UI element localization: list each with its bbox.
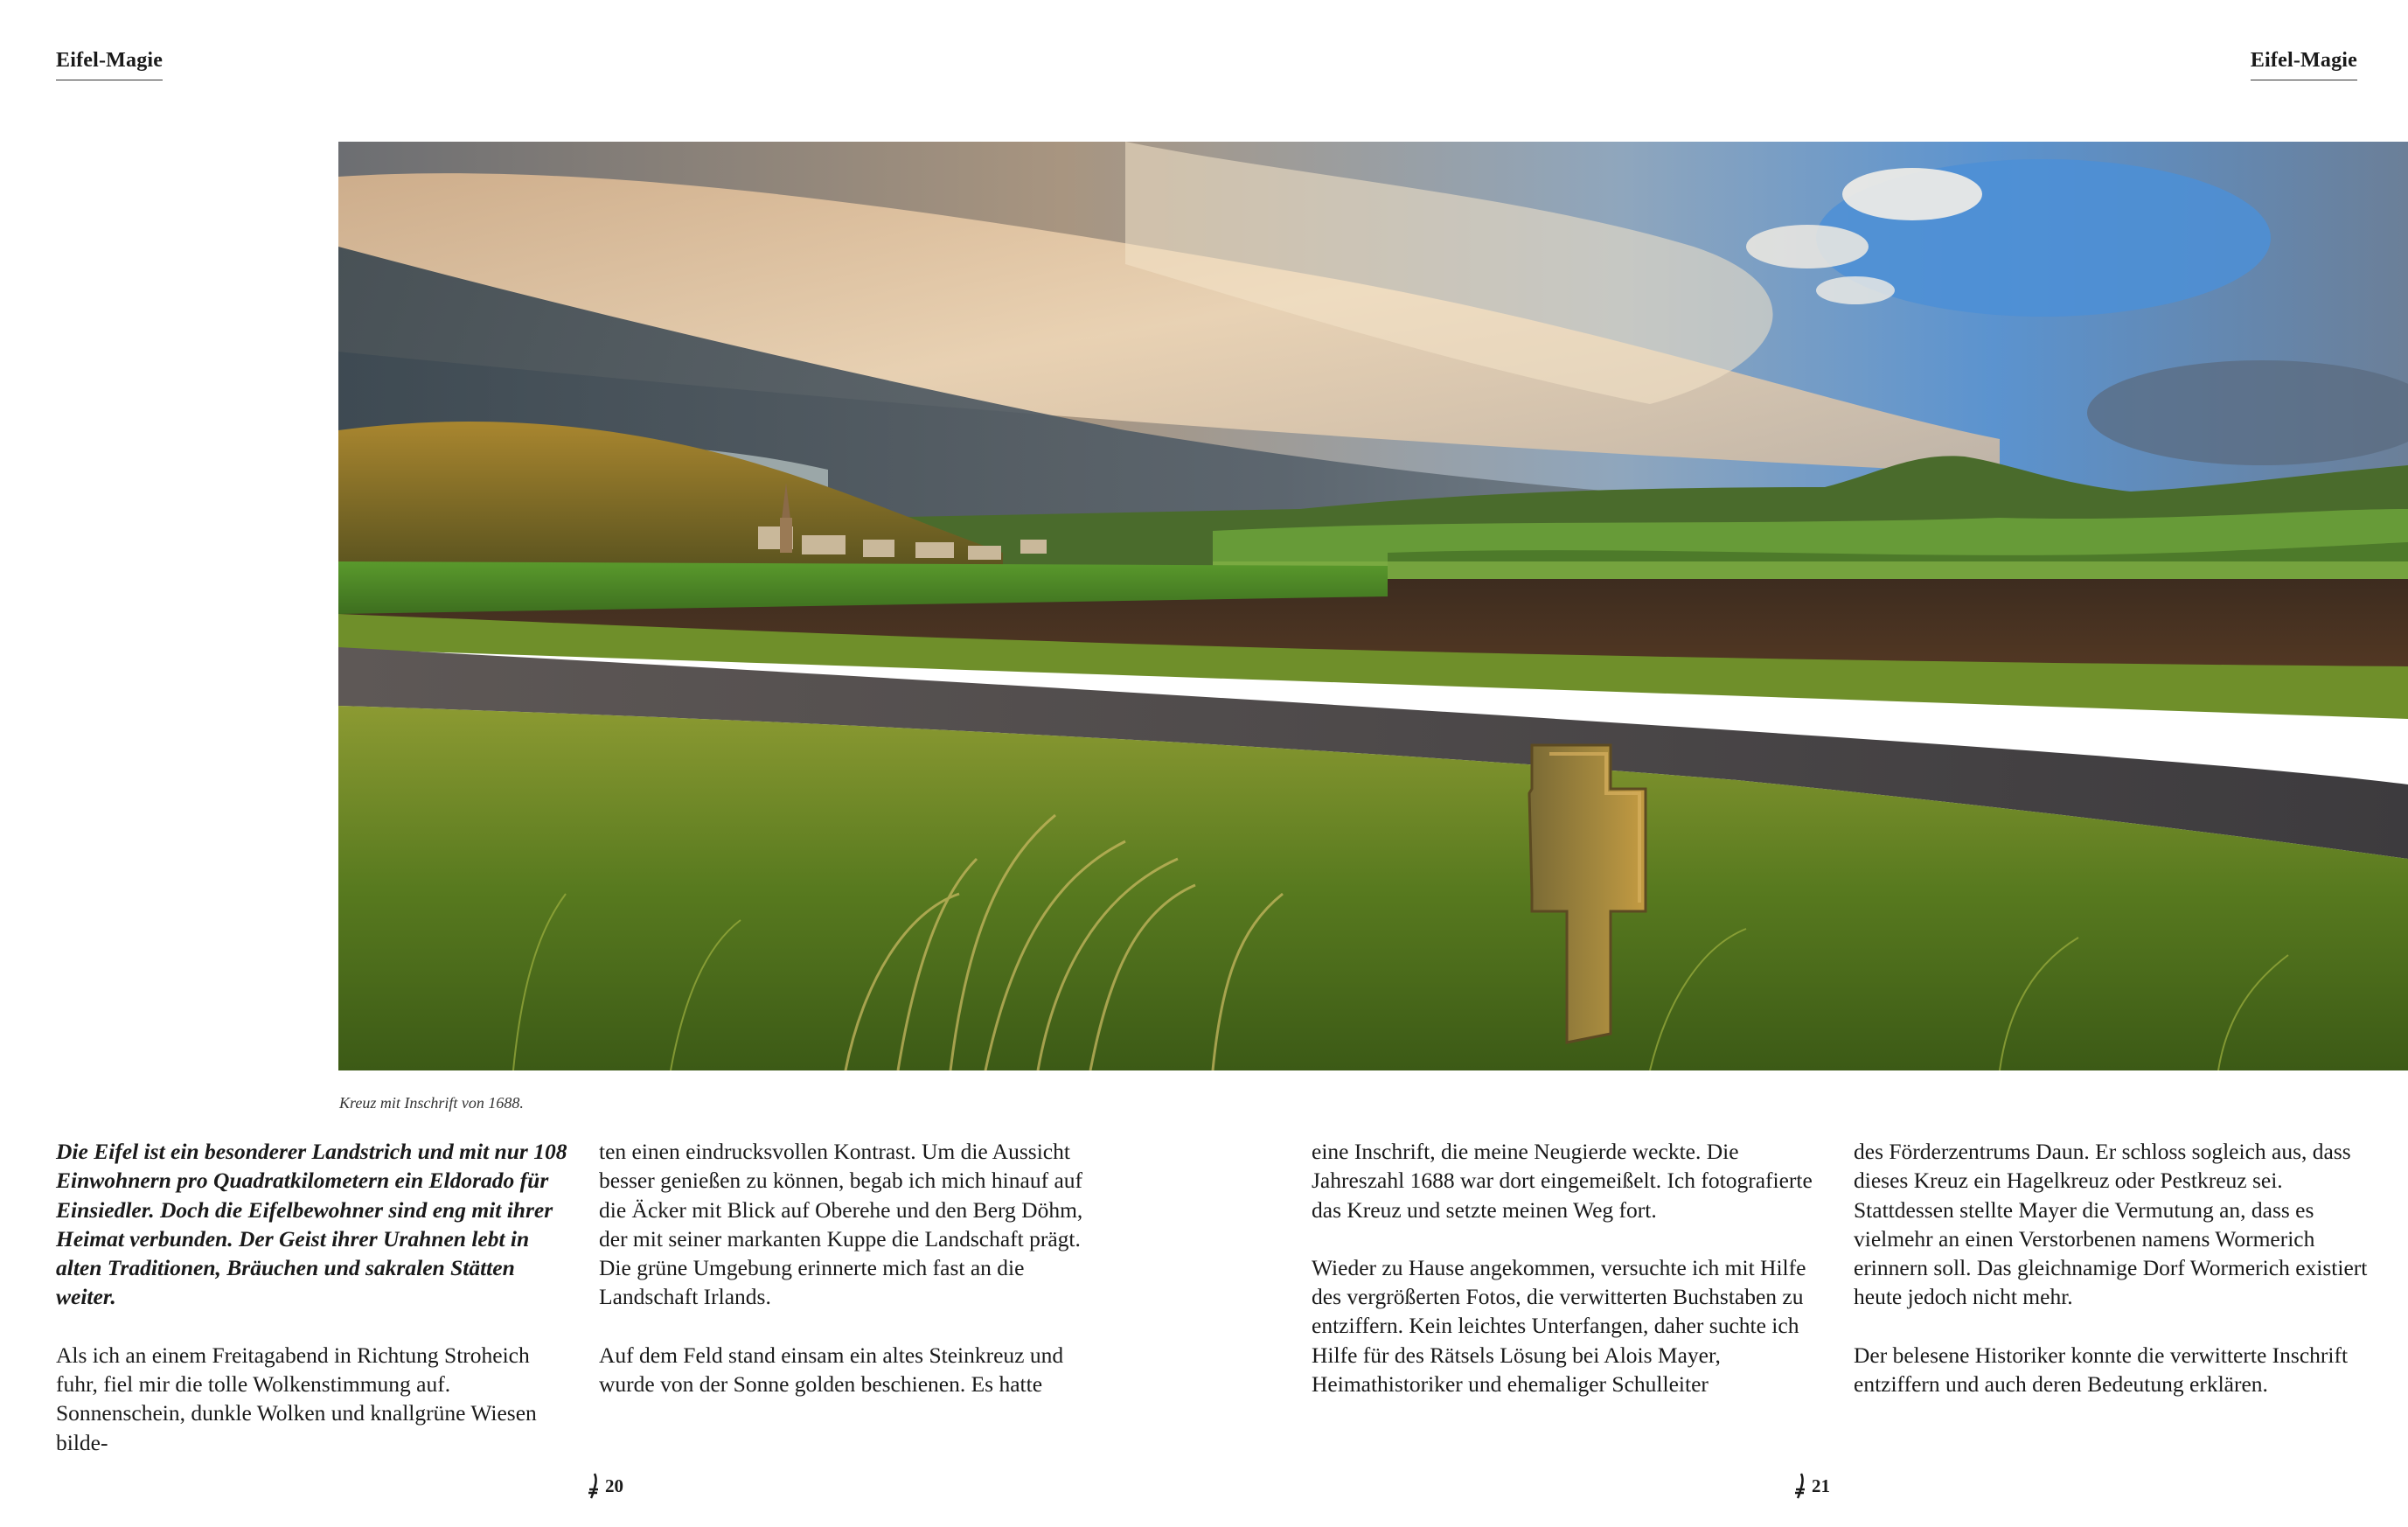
magazine-logo-icon: [584, 1472, 603, 1500]
body-paragraph: ten einen eindrucksvollen Kontrast. Um die Aussicht besser genießen zu können, begab ich mich hinauf auf die Äcker mit Blick auf Oberehe und den Berg Döhm, der mit seiner markanten Kuppe die Landschaft prägt. Die grüne Umgebung erinnerte mich fast an die Landschaft Irlands.: [599, 1139, 1083, 1310]
page-number-right: [1791, 1472, 1830, 1500]
page-number-left: [584, 1472, 623, 1500]
body-paragraph: des Förderzentrums Daun. Er schloss sogleich aus, dass dieses Kreuz ein Hagelkreuz oder Pestkreuz sei. Stattdessen stellte Mayer die Vermutung an, dass es vielmehr an einen Verstorbenen namens Wormerich erinnern soll. Das gleichnamige Dorf Wormerich existiert heute jedoch nicht mehr.: [1854, 1139, 2368, 1310]
text-column-1: [56, 1137, 567, 1457]
running-head-right: Eifel-Magie: [2251, 49, 2357, 80]
magazine-logo-icon: [1791, 1472, 1810, 1500]
body-paragraph: Auf dem Feld stand einsam ein altes Steinkreuz und wurde von der Sonne golden beschienen. Es hatte: [599, 1342, 1064, 1398]
page-number-text: 21: [1812, 1475, 1830, 1496]
body-paragraph: eine Inschrift, die meine Neugierde weckte. Die Jahreszahl 1688 war dort eingemeißelt. Ich fotografierte das Kreuz und setzte meinen Weg fort.: [1312, 1139, 1813, 1223]
body-paragraph: Als ich an einem Freitagabend in Richtung Stroheich fuhr, fiel mir die tolle Wolkenstimmung auf. Sonnenschein, dunkle Wolken und knallgrüne Wiesen bilde-: [56, 1342, 537, 1455]
text-column-4: [1854, 1137, 2370, 1398]
landscape-photo: [338, 142, 2408, 1070]
text-column-2: [599, 1137, 1115, 1398]
lead-paragraph: Die Eifel ist ein besonderer Landstrich und mit nur 108 Einwohnern pro Quadratkilometern ein Eldorado für Einsiedler. Doch die Eifelbewohner sind eng mit ihrer Heimat verbunden. Der Geist ihrer Urahnen lebt in alten Traditionen, Bräuchen und sakralen Stätten weiter.: [56, 1139, 567, 1310]
body-paragraph: Wieder zu Hause angekommen, versuchte ich mit Hilfe des vergrößerten Fotos, die verwitterten Buchstaben zu entziffern. Kein leichtes Unterfangen, daher suchte ich Hilfe für des Rätsels Lösung bei Alois Mayer, Heimathistoriker und ehemaliger Schulleiter: [1312, 1254, 1806, 1398]
body-paragraph: Der belesene Historiker konnte die verwitterte Inschrift entziffern und auch deren Bedeutung erklären.: [1854, 1342, 2349, 1398]
photo-caption: Kreuz mit Inschrift von 1688.: [339, 1094, 524, 1112]
page-number-text: 20: [605, 1475, 623, 1496]
text-column-3: [1312, 1137, 1827, 1398]
running-head-left: Eifel-Magie: [56, 49, 163, 80]
